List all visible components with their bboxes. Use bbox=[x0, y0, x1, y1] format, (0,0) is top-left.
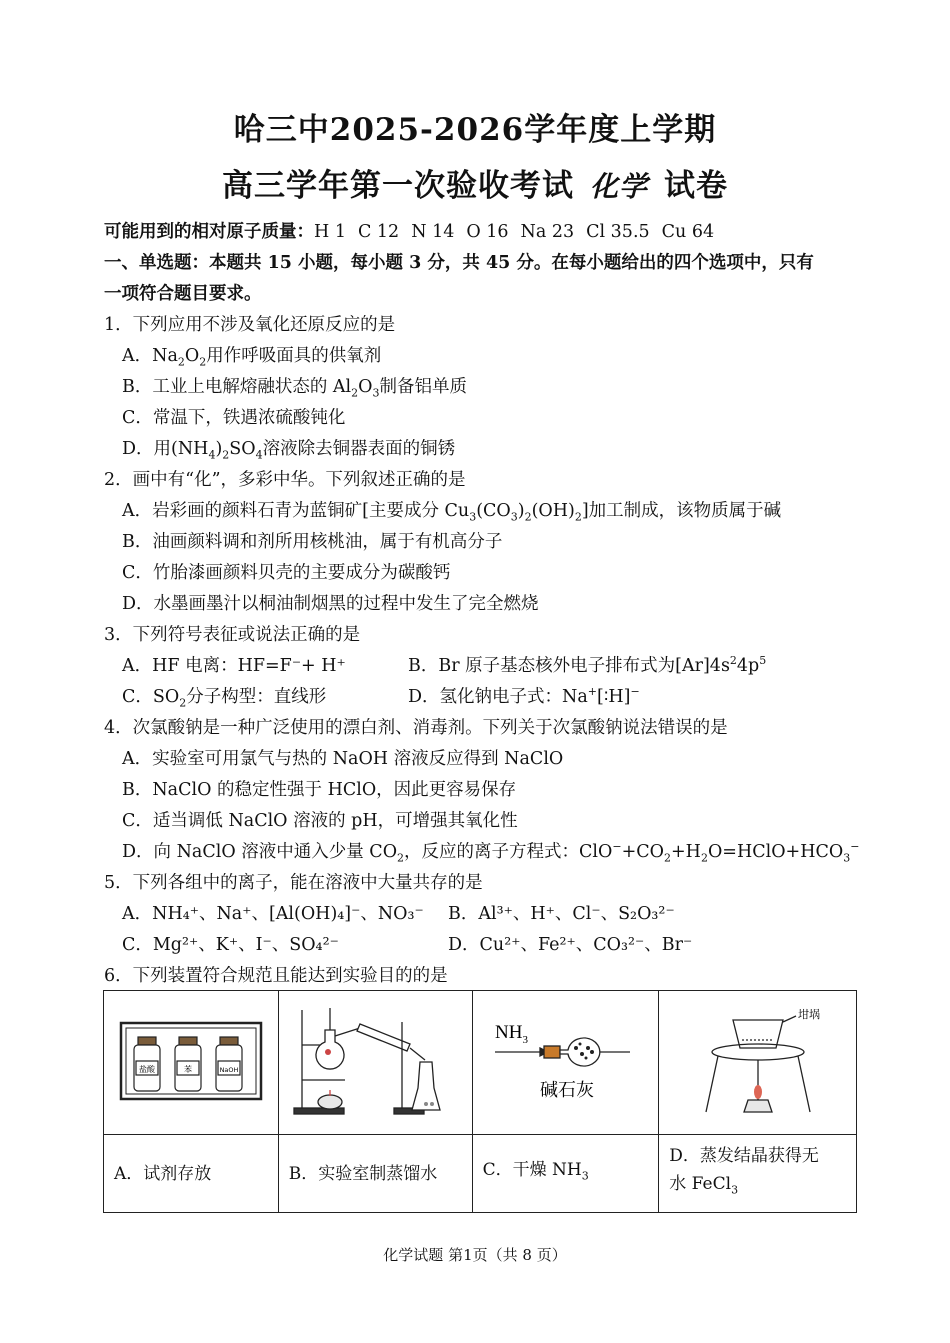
exam-title-line1: 哈三中2025-2026学年度上学期 bbox=[233, 112, 717, 148]
q3-option-b: B．Br 原子基态核外电子排布式为$[Ar]4s^24p^5$ bbox=[408, 654, 767, 676]
exam-title-line2 bbox=[0, 160, 950, 205]
reagent-bottles-illustration bbox=[116, 1015, 266, 1105]
q2-option-b: B．油画颜料调和剂所用核桃油，属于有机高分子 bbox=[122, 532, 503, 552]
apparatus-c-cell bbox=[472, 991, 659, 1135]
section-intro-line2: 一项符合题目要求。 bbox=[104, 284, 262, 304]
q4-option-c: C．适当调低 NaClO 溶液的 pH，可增强其氧化性 bbox=[122, 811, 518, 831]
q2-option-a: A．岩彩画的颜料石青为蓝铜矿[主要成分 $Cu_3(CO_3)_2(OH)_2$]加工制成，该物质属于碱 bbox=[122, 501, 782, 524]
atomic-mass-item: Na 23 bbox=[520, 222, 575, 242]
q1-option-a: A．$Na_2O_2$用作呼吸面具的供氧剂 bbox=[122, 346, 382, 369]
option-b-label: B．实验室制蒸馏水 bbox=[278, 1135, 472, 1213]
gas-label-nh3: $NH_3$ bbox=[495, 1022, 529, 1046]
q4-option-b: B．NaClO 的稳定性强于 HClO，因此更容易保存 bbox=[122, 780, 517, 800]
atomic-mass-line bbox=[104, 218, 726, 243]
q2-option-d: D．水墨画墨汁以桐油制烟黑的过程中发生了完全燃烧 bbox=[122, 594, 539, 614]
question-5-stem: 5．下列各组中的离子，能在溶液中大量共存的是 bbox=[104, 873, 483, 893]
drying-tube-illustration bbox=[490, 1010, 640, 1110]
question-2-stem: 2．画中有“化”，多彩中华。下列叙述正确的是 bbox=[104, 470, 466, 490]
atomic-mass-item: O 16 bbox=[466, 222, 509, 242]
q4-option-a: A．实验室可用氯气与热的 NaOH 溶液反应得到 NaClO bbox=[122, 749, 564, 769]
atomic-mass-label: 可能用到的相对原子质量： bbox=[104, 222, 314, 242]
option-c-label: C．干燥 $NH_3$ bbox=[472, 1135, 659, 1213]
atomic-mass-item: Cl 35.5 bbox=[586, 222, 650, 242]
section-intro-line1: 一、单选题：本题共 15 小题，每小题 3 分，共 45 分。在每小题给出的四个选项中，只有 bbox=[104, 253, 814, 273]
apparatus-b-cell bbox=[278, 991, 472, 1135]
distillation-apparatus-illustration bbox=[290, 1000, 460, 1120]
crucible-label: 坩埚 bbox=[797, 1008, 820, 1021]
bottle-label-hcl: 盐酸 bbox=[138, 1065, 155, 1074]
q1-option-d: D．用$(NH_4)_2SO_4$溶液除去铜器表面的铜锈 bbox=[122, 439, 456, 462]
exam-subject: 化学 bbox=[589, 170, 648, 203]
apparatus-d-cell bbox=[659, 991, 857, 1135]
question-4-stem: 4．次氯酸钠是一种广泛使用的漂白剂、消毒剂。下列关于次氯酸钠说法错误的是 bbox=[104, 718, 728, 738]
atomic-mass-item: C 12 bbox=[357, 222, 400, 242]
atomic-mass-item: H 1 bbox=[314, 222, 346, 242]
q1-option-b: B．工业上电解熔融状态的 $Al_2O_3$制备铝单质 bbox=[122, 377, 468, 400]
apparatus-a-cell bbox=[104, 991, 279, 1135]
atomic-mass-item: Cu 64 bbox=[661, 222, 715, 242]
question-1-stem: 1．下列应用不涉及氧化还原反应的是 bbox=[104, 315, 396, 335]
q3-option-a: A．HF 电离：HF=F⁻+ H⁺ bbox=[122, 656, 346, 676]
evaporation-crucible-illustration bbox=[678, 1000, 838, 1120]
q3-option-c: C．$SO_2$分子构型：直线形 bbox=[122, 687, 327, 710]
exam-title-main: 高三学年第一次验收考试 bbox=[221, 168, 574, 204]
bottle-label-naoh: NaOH bbox=[219, 1066, 239, 1074]
option-d-label: D．蒸发结晶获得无 水 FeCl$_3$ bbox=[659, 1135, 857, 1213]
soda-lime-label: 碱石灰 bbox=[540, 1080, 595, 1101]
q5-option-b: B．Al³⁺、H⁺、Cl⁻、S₂O₃²⁻ bbox=[448, 904, 675, 924]
page-footer: 化学试题 第1页（共 8 页） bbox=[383, 1246, 567, 1264]
question-3-stem: 3．下列符号表征或说法正确的是 bbox=[104, 625, 361, 645]
q5-option-c: C．Mg²⁺、K⁺、I⁻、SO₄²⁻ bbox=[122, 935, 339, 955]
bottle-label-benzene: 苯 bbox=[183, 1065, 192, 1074]
question-6-stem: 6．下列装置符合规范且能达到实验目的的是 bbox=[104, 966, 448, 986]
q1-option-c: C．常温下，铁遇浓硫酸钝化 bbox=[122, 408, 346, 428]
q5-option-a: A．NH₄⁺、Na⁺、[Al(OH)₄]⁻、NO₃⁻ bbox=[122, 904, 424, 924]
q4-option-d: D．向 NaClO 溶液中通入少量 $CO_2$，反应的离子方程式：$ClO^-+CO_2+H_2O=HClO+HCO_3^-$ bbox=[122, 840, 860, 865]
apparatus-table bbox=[103, 990, 857, 1213]
atomic-mass-item: N 14 bbox=[411, 222, 455, 242]
q5-option-d: D．Cu²⁺、Fe²⁺、CO₃²⁻、Br⁻ bbox=[448, 935, 693, 955]
q3-option-d: D．氢化钠电子式：Na+[∶H]− bbox=[408, 685, 640, 707]
exam-title-suffix: 试卷 bbox=[664, 168, 728, 204]
option-a-label: A．试剂存放 bbox=[104, 1135, 279, 1213]
q2-option-c: C．竹胎漆画颜料贝壳的主要成分为碳酸钙 bbox=[122, 563, 451, 583]
